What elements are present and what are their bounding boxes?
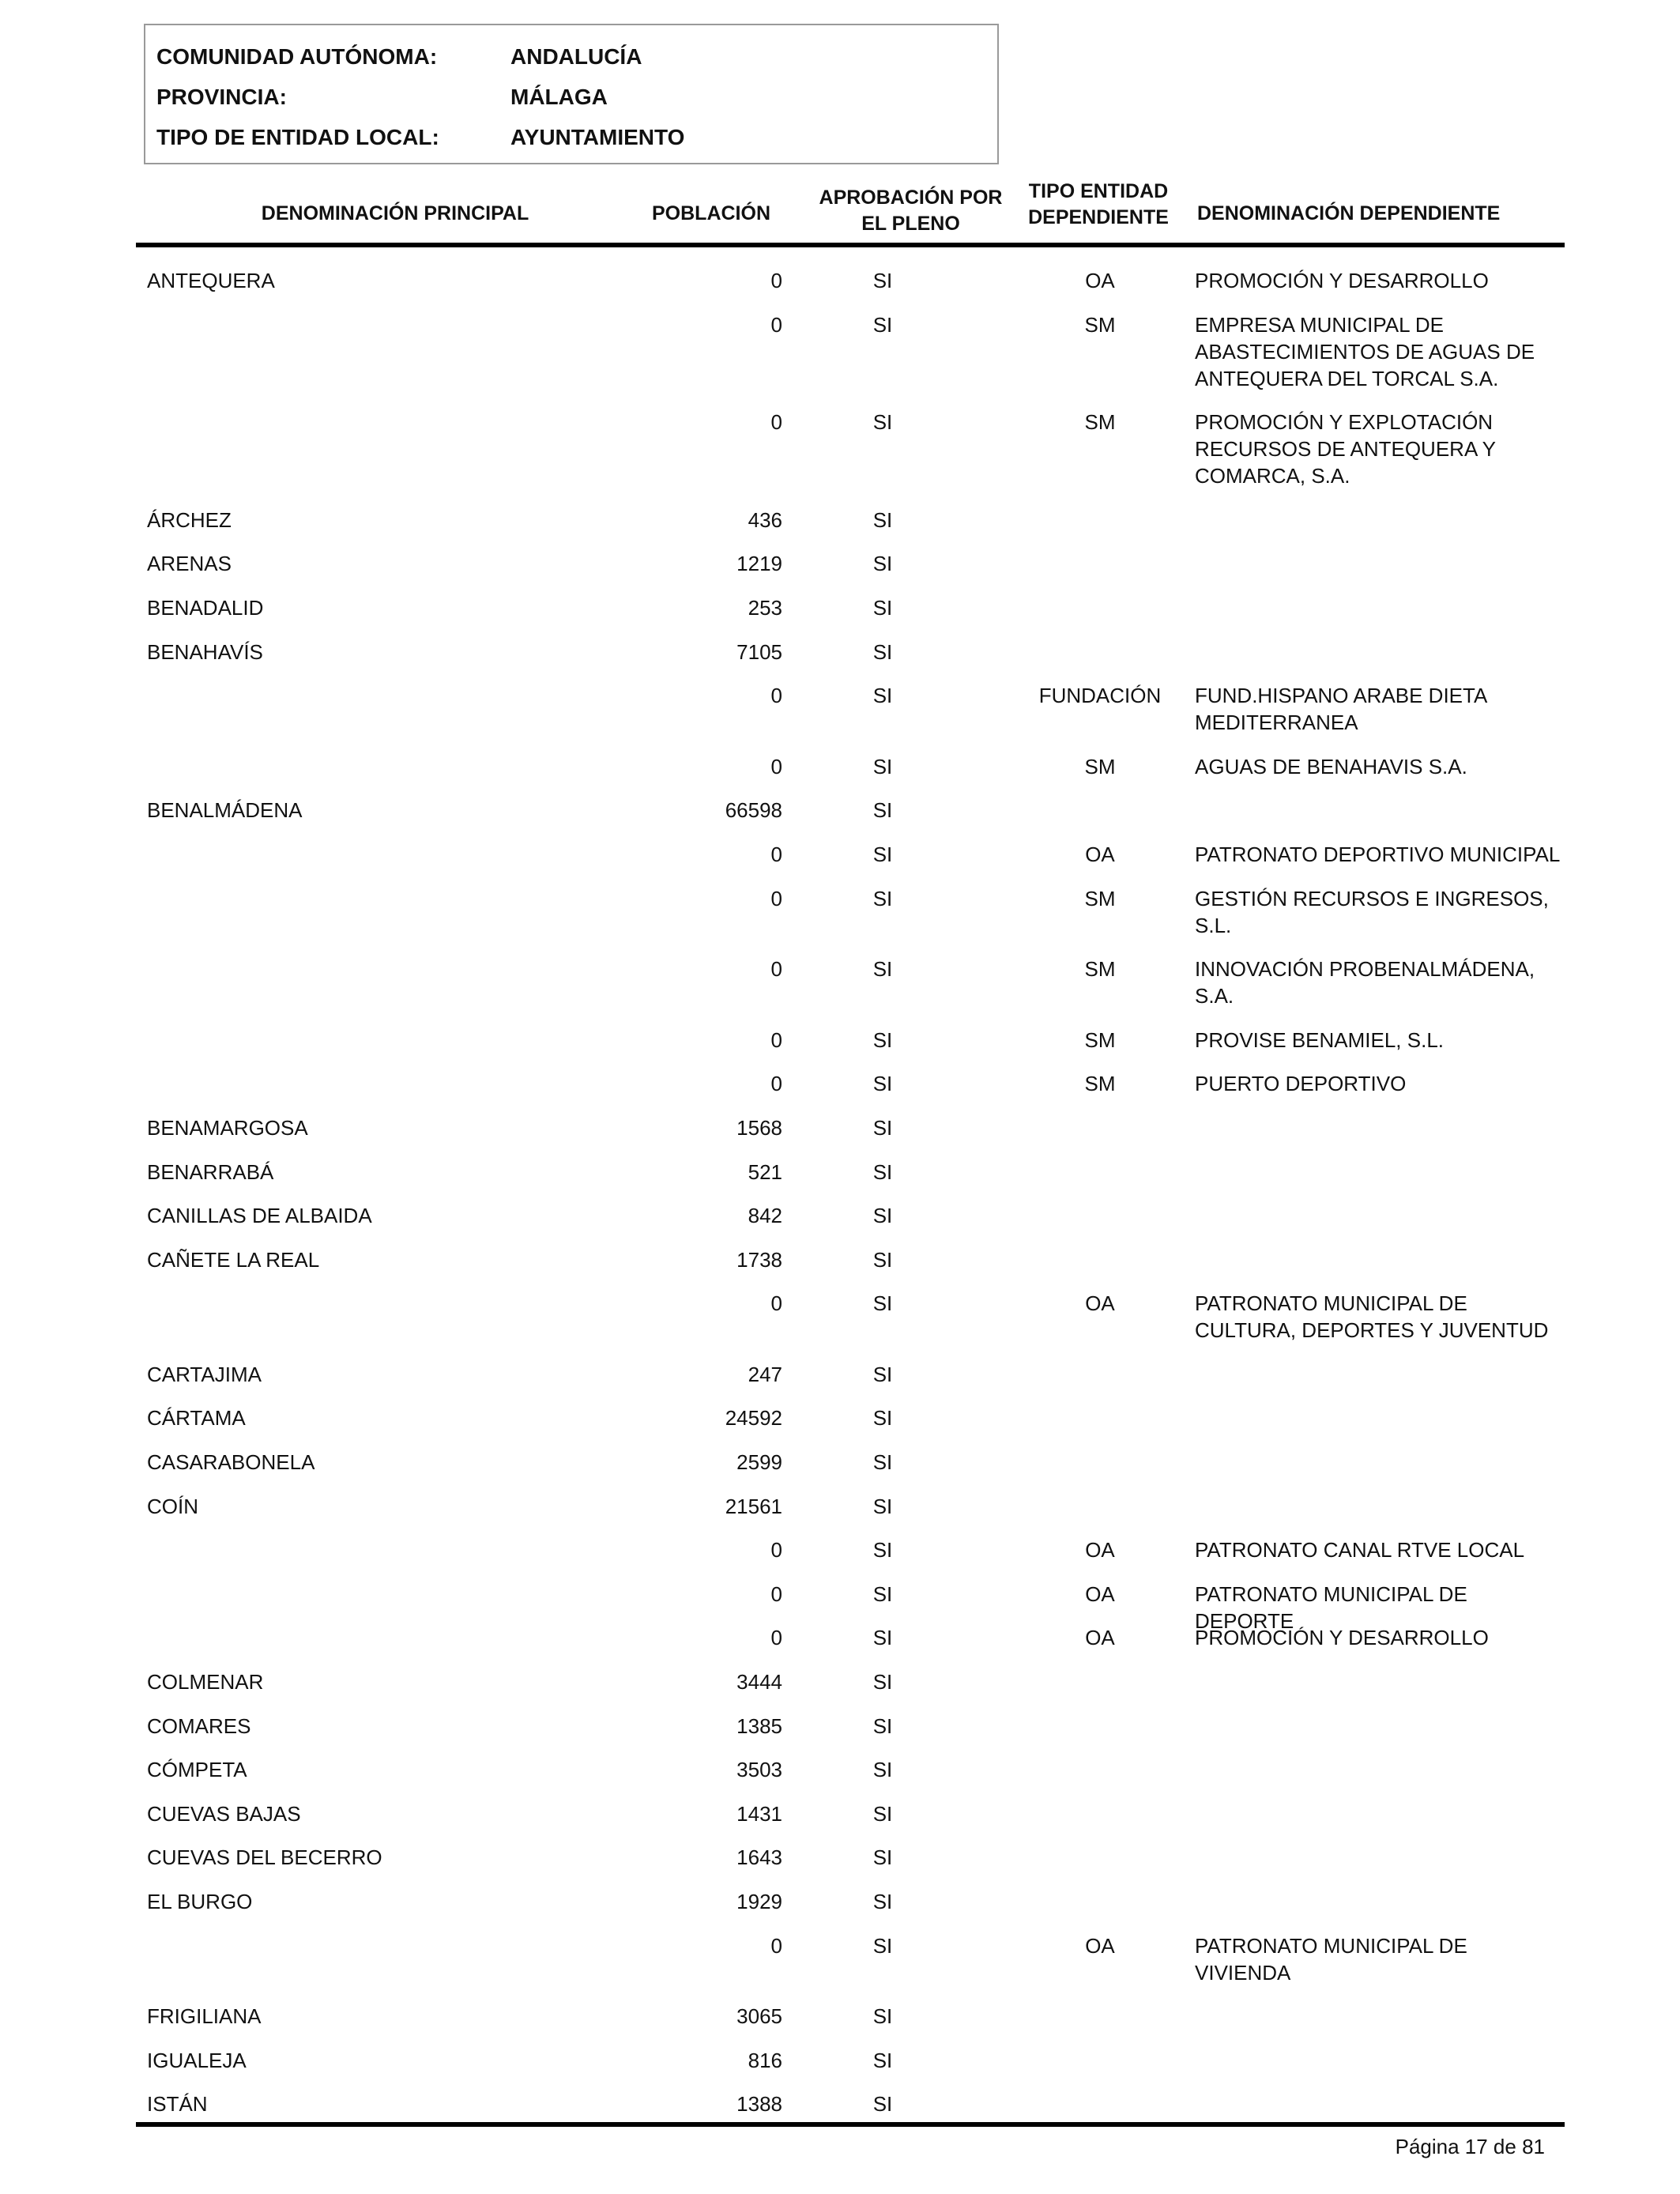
cell-denominacion-dependiente: PROVISE BENAMIEL, S.L. <box>1195 1027 1444 1052</box>
cell-denominacion: BENAMARGOSA <box>147 1115 308 1140</box>
cell-poblacion: 0 <box>770 684 782 708</box>
cell-aprobacion: SI <box>872 798 893 823</box>
cell-aprobacion: SI <box>872 1933 893 1958</box>
cell-tipo-entidad: OA <box>1085 842 1115 866</box>
cell-tipo-entidad: SM <box>1084 1072 1116 1096</box>
cell-poblacion: 0 <box>770 886 782 910</box>
comunidad-value: ANDALUCÍA <box>510 44 642 69</box>
cell-poblacion: 0 <box>770 1626 782 1650</box>
entity-info-box <box>144 24 999 164</box>
cell-aprobacion: SI <box>872 1626 893 1650</box>
cell-poblacion: 253 <box>748 595 782 620</box>
table-row <box>0 1202 1680 1246</box>
table-body <box>0 267 1680 2135</box>
table-row <box>0 753 1680 797</box>
cell-denominacion: CÓMPETA <box>147 1758 247 1782</box>
page-number: Página 17 de 81 <box>1395 2135 1545 2158</box>
header-tipo-line2: DEPENDIENTE <box>1028 206 1169 228</box>
tipo-entidad-label: TIPO DE ENTIDAD LOCAL: <box>156 125 439 149</box>
cell-denominacion-dependiente: PATRONATO MUNICIPAL DE VIVIENDA <box>1195 1933 1467 1985</box>
cell-denominacion: CAÑETE LA REAL <box>147 1247 320 1272</box>
cell-aprobacion: SI <box>872 595 893 620</box>
cell-denominacion: CÁRTAMA <box>147 1406 246 1431</box>
header-denominacion-dependiente: DENOMINACIÓN DEPENDIENTE <box>1197 202 1501 224</box>
cell-aprobacion: SI <box>872 1494 893 1518</box>
comunidad-label: COMUNIDAD AUTÓNOMA: <box>156 44 438 69</box>
cell-denominacion: BENAHAVÍS <box>147 639 263 664</box>
cell-aprobacion: SI <box>872 269 893 292</box>
table-row <box>0 885 1680 956</box>
table-row <box>0 797 1680 841</box>
cell-tipo-entidad: SM <box>1084 410 1116 435</box>
cell-denominacion: ANTEQUERA <box>147 269 275 292</box>
cell-denominacion-dependiente: GESTIÓN RECURSOS E INGRESOS, S.L. <box>1195 886 1549 937</box>
cell-poblacion: 0 <box>770 842 782 866</box>
table-row <box>0 1404 1680 1449</box>
header-aprobacion-line2: EL PLENO <box>861 213 960 235</box>
header-aprobacion-line1: APROBACIÓN POR <box>819 187 1003 209</box>
cell-aprobacion: SI <box>872 1072 893 1096</box>
cell-denominacion: CUEVAS DEL BECERRO <box>147 1845 382 1870</box>
cell-aprobacion: SI <box>872 1362 893 1386</box>
cell-denominacion-dependiente: PATRONATO CANAL RTVE LOCAL <box>1195 1538 1525 1563</box>
table-row <box>0 1888 1680 1932</box>
cell-tipo-entidad: OA <box>1085 269 1115 292</box>
cell-tipo-entidad: SM <box>1084 886 1116 910</box>
cell-tipo-entidad: OA <box>1085 1538 1115 1563</box>
table-row <box>0 1756 1680 1800</box>
cell-aprobacion: SI <box>872 1247 893 1272</box>
cell-poblacion: 842 <box>748 1204 782 1228</box>
table-row <box>0 2090 1680 2135</box>
cell-aprobacion: SI <box>872 842 893 866</box>
tipo-entidad-value: AYUNTAMIENTO <box>510 125 685 149</box>
cell-aprobacion: SI <box>872 1450 893 1475</box>
cell-denominacion: ARENAS <box>147 552 232 576</box>
cell-poblacion: 2599 <box>736 1450 782 1475</box>
table-row <box>0 1844 1680 1888</box>
cell-aprobacion: SI <box>872 2048 893 2072</box>
table-row <box>0 1536 1680 1581</box>
table-row <box>0 956 1680 1027</box>
cell-poblacion: 1568 <box>736 1115 782 1140</box>
cell-aprobacion: SI <box>872 1027 893 1052</box>
cell-denominacion: CARTAJIMA <box>147 1362 262 1386</box>
table-row <box>0 1449 1680 1493</box>
cell-denominacion-dependiente: INNOVACIÓN PROBENALMÁDENA, S.A. <box>1195 957 1535 1008</box>
cell-denominacion: CASARABONELA <box>147 1450 315 1475</box>
table-row <box>0 1800 1680 1845</box>
cell-aprobacion: SI <box>872 1670 893 1695</box>
cell-denominacion-dependiente: AGUAS DE BENAHAVIS S.A. <box>1195 754 1467 778</box>
cell-aprobacion: SI <box>872 1204 893 1228</box>
cell-tipo-entidad: OA <box>1085 1933 1115 1958</box>
cell-aprobacion: SI <box>872 2004 893 2029</box>
cell-denominacion-dependiente: PROMOCIÓN Y DESARROLLO <box>1195 269 1489 292</box>
cell-poblacion: 0 <box>770 1291 782 1316</box>
cell-aprobacion: SI <box>872 1713 893 1738</box>
cell-poblacion: 0 <box>770 1581 782 1606</box>
cell-aprobacion: SI <box>872 2092 893 2117</box>
cell-denominacion: FRIGILIANA <box>147 2004 262 2029</box>
cell-poblacion: 0 <box>770 410 782 435</box>
cell-poblacion: 0 <box>770 1538 782 1563</box>
table-row <box>0 639 1680 683</box>
cell-aprobacion: SI <box>872 1801 893 1826</box>
table-row <box>0 1932 1680 2004</box>
cell-poblacion: 0 <box>770 1933 782 1958</box>
cell-denominacion: COLMENAR <box>147 1670 264 1695</box>
table-row <box>0 311 1680 409</box>
cell-poblacion: 1929 <box>736 1890 782 1913</box>
header-divider <box>136 243 1565 247</box>
cell-poblacion: 0 <box>770 1027 782 1052</box>
cell-aprobacion: SI <box>872 1538 893 1563</box>
cell-denominacion: CUEVAS BAJAS <box>147 1801 301 1826</box>
cell-poblacion: 1643 <box>736 1845 782 1870</box>
table-row <box>0 1114 1680 1159</box>
table-row <box>0 409 1680 507</box>
cell-aprobacion: SI <box>872 684 893 708</box>
cell-denominacion-dependiente: PROMOCIÓN Y DESARROLLO <box>1195 1626 1489 1650</box>
provincia-value: MÁLAGA <box>510 85 608 109</box>
header-aprobacion <box>814 185 1008 237</box>
cell-denominacion: BENARRABÁ <box>147 1159 274 1184</box>
table-row <box>0 1159 1680 1203</box>
cell-tipo-entidad: SM <box>1084 1027 1116 1052</box>
cell-aprobacion: SI <box>872 507 893 532</box>
cell-denominacion-dependiente: PUERTO DEPORTIVO <box>1195 1072 1407 1096</box>
provincia-label: PROVINCIA: <box>156 85 287 109</box>
cell-denominacion: COÍN <box>147 1494 198 1518</box>
cell-poblacion: 247 <box>748 1362 782 1386</box>
cell-denominacion: ISTÁN <box>147 2092 208 2117</box>
cell-aprobacion: SI <box>872 1890 893 1913</box>
cell-denominacion: EL BURGO <box>147 1890 253 1913</box>
cell-aprobacion: SI <box>872 886 893 910</box>
cell-poblacion: 521 <box>748 1159 782 1184</box>
cell-denominacion: BENALMÁDENA <box>147 798 303 823</box>
cell-poblacion: 816 <box>748 2048 782 2072</box>
cell-denominacion-dependiente: PATRONATO DEPORTIVO MUNICIPAL <box>1195 842 1561 866</box>
table-row <box>0 2003 1680 2047</box>
table-row <box>0 1246 1680 1291</box>
cell-tipo-entidad: OA <box>1085 1291 1115 1316</box>
cell-denominacion-dependiente: PATRONATO MUNICIPAL DE DEPORTE <box>1195 1581 1467 1633</box>
cell-poblacion: 0 <box>770 754 782 778</box>
table-row <box>0 1713 1680 1757</box>
header-tipo-entidad <box>1019 179 1177 231</box>
header-poblacion: POBLACIÓN <box>652 202 770 224</box>
cell-denominacion: ÁRCHEZ <box>147 507 232 532</box>
cell-poblacion: 1738 <box>736 1247 782 1272</box>
table-row <box>0 2047 1680 2091</box>
cell-poblacion: 0 <box>770 312 782 337</box>
cell-poblacion: 7105 <box>736 639 782 664</box>
table-row <box>0 1070 1680 1114</box>
cell-poblacion: 3065 <box>736 2004 782 2029</box>
cell-poblacion: 24592 <box>725 1406 782 1431</box>
cell-aprobacion: SI <box>872 1406 893 1431</box>
table-row <box>0 1290 1680 1361</box>
cell-poblacion: 3444 <box>736 1670 782 1695</box>
cell-denominacion: BENADALID <box>147 595 264 620</box>
cell-aprobacion: SI <box>872 1845 893 1870</box>
header-tipo-line1: TIPO ENTIDAD <box>1028 180 1169 202</box>
cell-aprobacion: SI <box>872 1115 893 1140</box>
cell-aprobacion: SI <box>872 957 893 982</box>
table-row <box>0 1581 1680 1633</box>
cell-poblacion: 436 <box>748 507 782 532</box>
table-row <box>0 507 1680 551</box>
table-row <box>0 841 1680 885</box>
cell-poblacion: 1388 <box>736 2092 782 2117</box>
cell-denominacion: IGUALEJA <box>147 2048 247 2072</box>
cell-aprobacion: SI <box>872 1159 893 1184</box>
cell-aprobacion: SI <box>872 1581 893 1606</box>
cell-tipo-entidad: SM <box>1084 754 1116 778</box>
cell-poblacion: 3503 <box>736 1758 782 1782</box>
cell-aprobacion: SI <box>872 552 893 576</box>
table-row <box>0 1027 1680 1071</box>
table-row <box>0 267 1680 311</box>
table-row <box>0 682 1680 753</box>
header-denominacion: DENOMINACIÓN PRINCIPAL <box>261 202 529 224</box>
cell-aprobacion: SI <box>872 1291 893 1316</box>
cell-poblacion: 1385 <box>736 1713 782 1738</box>
cell-aprobacion: SI <box>872 312 893 337</box>
cell-tipo-entidad: OA <box>1085 1581 1115 1606</box>
cell-tipo-entidad: SM <box>1084 957 1116 982</box>
footer-divider <box>136 2122 1565 2127</box>
cell-aprobacion: SI <box>872 410 893 435</box>
cell-tipo-entidad: FUNDACIÓN <box>1038 684 1162 708</box>
cell-poblacion: 1431 <box>736 1801 782 1826</box>
cell-poblacion: 1219 <box>736 552 782 576</box>
cell-poblacion: 0 <box>770 1072 782 1096</box>
table-row <box>0 550 1680 594</box>
cell-denominacion: CANILLAS DE ALBAIDA <box>147 1204 372 1228</box>
table-row <box>0 1493 1680 1537</box>
cell-tipo-entidad: OA <box>1085 1626 1115 1650</box>
cell-poblacion: 0 <box>770 269 782 292</box>
cell-tipo-entidad: SM <box>1084 312 1116 337</box>
cell-poblacion: 0 <box>770 957 782 982</box>
table-row <box>0 1361 1680 1405</box>
cell-denominacion-dependiente: FUND.HISPANO ARABE DIETA MEDITERRANEA <box>1195 684 1486 735</box>
cell-denominacion-dependiente: PATRONATO MUNICIPAL DE CULTURA, DEPORTES Y JUVENTUD <box>1195 1291 1549 1343</box>
table-row <box>0 1668 1680 1713</box>
table-row <box>0 1624 1680 1668</box>
table-row <box>0 594 1680 639</box>
cell-denominacion-dependiente: PROMOCIÓN Y EXPLOTACIÓN RECURSOS DE ANTEQUERA Y COMARCA, S.A. <box>1195 410 1496 488</box>
cell-aprobacion: SI <box>872 639 893 664</box>
cell-denominacion: COMARES <box>147 1713 251 1738</box>
cell-denominacion-dependiente: EMPRESA MUNICIPAL DE ABASTECIMIENTOS DE AGUAS DE ANTEQUERA DEL TORCAL S.A. <box>1195 312 1535 390</box>
cell-poblacion: 66598 <box>725 798 782 823</box>
cell-aprobacion: SI <box>872 754 893 778</box>
cell-poblacion: 21561 <box>725 1494 782 1518</box>
cell-aprobacion: SI <box>872 1758 893 1782</box>
